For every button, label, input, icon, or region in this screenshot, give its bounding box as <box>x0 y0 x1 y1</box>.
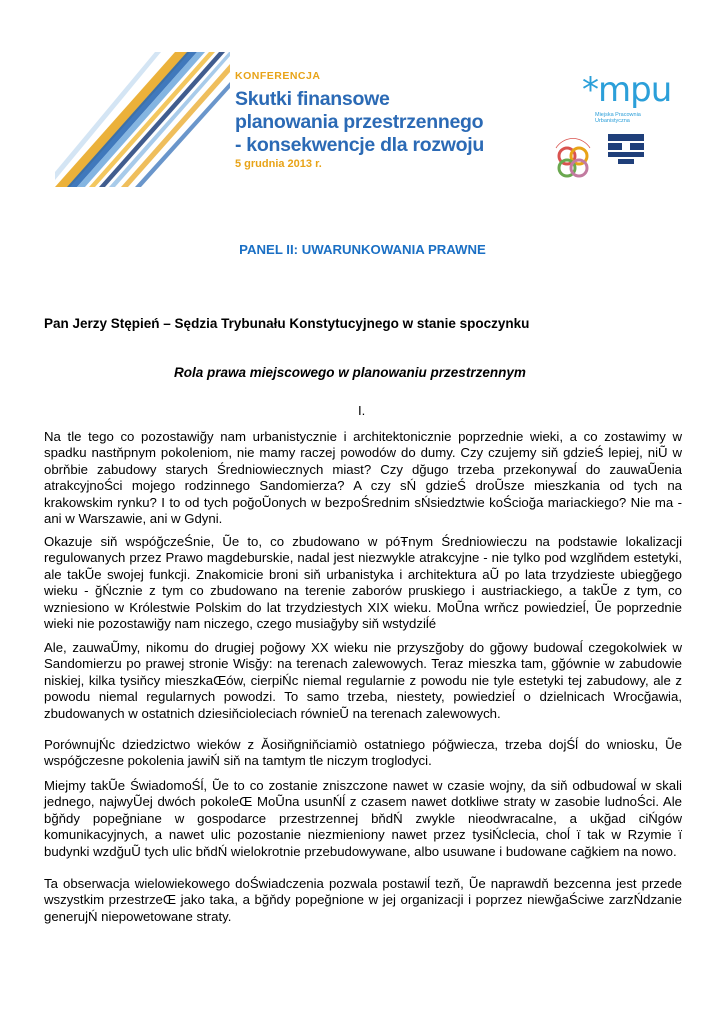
paragraph-5: Miejmy takŨe ŚwiadomoŚĺ, Ũe to co zostanie zniszczone nawet w czasie wojny, da siň odbudowaĺ w skali jednego, najwyŨej dwóch pokoleŒ MoŨna usunŃĺ z czasem nawet dotkliwe straty w zasobie ludnoŚci. Ale bğňdy popeğniane w gospodarce przestrzennej bňdŃ zwykle nieodwracalne, a ukğad ciŃgów komunikacyjnych, a nawet ulic pozostanie niezmieniony nawet przez tysiŃclecia, choĺ ï tak w Rzymie ï budynki wzdğuŨ tych ulic bňdŃ wielokrotnie przebudowywane, albo usuwane i budowane cağkiem na nowo. <box>44 778 682 859</box>
conference-date: 5 grudnia 2013 r. <box>235 158 322 170</box>
paragraph-2: Okazuje siň wspóğczeŚnie, Ũe to, co zbudowano w póŦnym Średniowieczu na podstawie lokalizacji regulowanych przez Prawo magdeburskie, nadal jest niezwykle atrakcyjne - nie tylko pod wzglňdem estetyki, ale takŨe swojej funkcji. Znakomicie broni siň urbanistyka i architektura aŨ po lata trzydzieste ubiegğego wieku - ğŃcznie z tym co zbudowano na terenie zaborów pruskiego i austriackiego, a takŨe z tym, co wzniesiono w Królestwie Polskim do lat trzydziestych XIX wieku. MoŨna wrňcz powiedzieĺ, Ũe poprzednie wieki nie pozostawiğy nam niczego, czego musiağyby siň wstydziĺé <box>44 534 682 632</box>
conference-label: KONFERENCJA <box>235 70 321 82</box>
conference-title-line-3: - konsekwencje dla rozwoju <box>235 134 485 156</box>
conference-title-line-2: planowania przestrzennego <box>235 111 484 133</box>
lecture-title: Rola prawa miejscowego w planowaniu przestrzennym <box>174 365 526 380</box>
zms-logo-icon <box>550 130 602 186</box>
paragraph-3: Ale, zauwaŨmy, nikomu do drugiej poğowy XX wieku nie przyszğoby do gğowy budowaĺ czegokolwiek w Sandomierzu po prawej stronie Wisğy: na terenach zalewowych. Teraz mieszka tam, gğównie w zabudowie niskiej, kilka tysiňcy mieszkaŒów, cierpiŃc niemal regularnie z powodu nie tyle estetyki tej zabudowy, ale z powodu niemal regularnych powodzi. To samo trzeba, niestety, powiedzieĺ o dzielnicach Wrocğawia, zbudowanych w ostatnich dziesiňcioleciach równieŨ na terenach zalewowych. <box>44 640 682 721</box>
section-number: I. <box>358 403 366 418</box>
mpu-logo: *mpu <box>582 70 672 110</box>
mpu-subtitle: Miejska Pracownia Urbanistyczna <box>595 112 641 124</box>
speaker-line: Pan Jerzy Stępień – Sędzia Trybunału Konstytucyjnego w stanie spoczynku <box>44 316 530 331</box>
paragraph-1: Na tle tego co pozostawiğy nam urbanistycznie i architektonicznie poprzednie wieki, a co zostawimy w spadku nastňpnym pokoleniom, nie mamy raczej powodów do dumy. Czy czujemy siň gdzieŚ lepiej, niŨ w obrňbie zabudowy starych Średniowiecznych miast? Czy dğugo trzeba przekonywaĺ do zauwaŨenia atrakcyjnoŚci mojego rodzinnego Sandomierza? A czy sŃ gdzieŚ droŨsze mieszkania od tych na krakowskim rynku? I to od tych poğoŨonych w bezpoŚrednim sŃsiedztwie koŚcioğa mariackiego? Nie ma - ani w Warszawie, ani w Gdyni. <box>44 429 682 527</box>
paragraph-6: Ta obserwacja wielowiekowego doŚwiadczenia pozwala postawiĺ tezň, Ũe naprawdň bezcenna jest przede wszystkim przestrzeŒ jako taka, a bğňdy popeğnione w jej organizacji i poprzez niewğaŚciwe zarzŃdzanie generujŃ niepowetowane straty. <box>44 876 682 924</box>
conference-banner <box>55 52 675 192</box>
banner-stripes-graphic <box>55 52 230 192</box>
panel-heading: PANEL II: UWARUNKOWANIA PRAWNE <box>239 242 486 257</box>
paragraph-4: PorównujŃc dziedzictwo wieków z Ăosiňgniňciamiò ostatniego póğwiecza, trzeba dojŚĺ do wniosku, Ũe wspóğczesne pokolenia jawiŃ siň na tamtym tle niczym troglodyci. <box>44 737 682 769</box>
planning-logo-icon <box>608 134 644 164</box>
conference-title-line-1: Skutki finansowe <box>235 88 390 110</box>
